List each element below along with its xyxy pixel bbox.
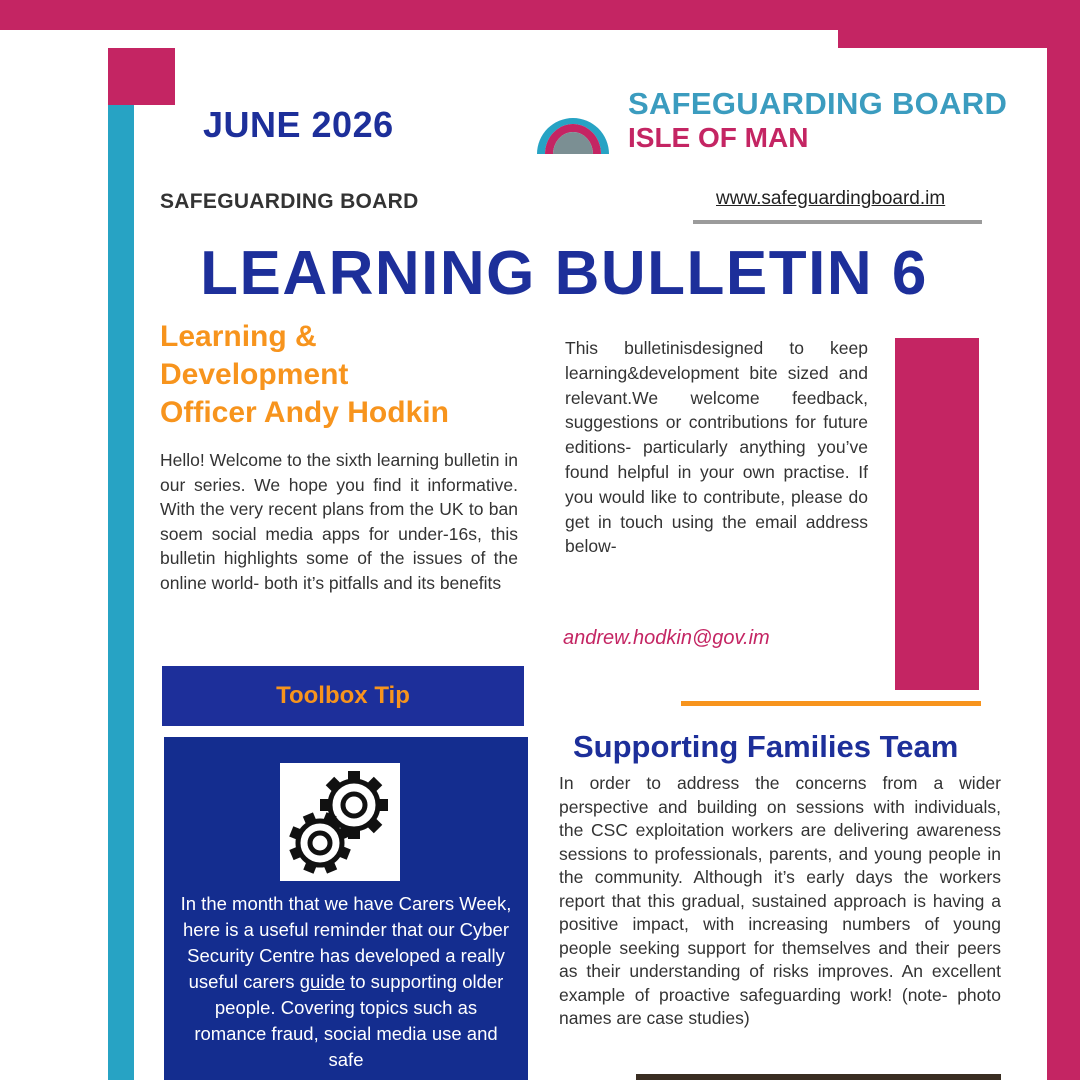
carers-guide-link[interactable]: guide (299, 971, 345, 992)
officer-heading (160, 318, 520, 432)
right-border-bar (1047, 0, 1080, 1080)
safeguarding-board-logo (533, 80, 613, 154)
intro-paragraph: Hello! Welcome to the sixth learning bulletin in our series. We hope you find it informative. With the very recent plans from the UK to ban soem social media apps for under-16s, this bulletin highlights some of the issues of the online world- both it’s pitfalls and its benefits (160, 450, 518, 593)
tip-text-part: to supporting older people. Covering topics such as romance fraud, social media use and safe (194, 971, 504, 1070)
decorative-pink-block (895, 338, 979, 690)
gears-icon (280, 763, 400, 881)
case-study-photo (636, 1074, 1001, 1080)
website-link[interactable]: www.safeguardingboard.im (716, 188, 946, 209)
toolbox-tip-panel (164, 737, 528, 1080)
toolbox-tip-text (178, 891, 514, 1073)
left-accent-bar (108, 48, 134, 1080)
toolbox-tip-title: Toolbox Tip (276, 682, 410, 709)
top-right-border-block (838, 0, 1080, 48)
org-name: SAFEGUARDING BOARD (628, 86, 1008, 121)
left-accent-block (108, 48, 175, 105)
issue-date: JUNE 2026 (203, 104, 394, 145)
org-location: ISLE OF MAN (628, 122, 809, 153)
toolbox-tip-header (162, 666, 524, 726)
kicker-text: SAFEGUARDING BOARD (160, 190, 419, 213)
officer-heading-line: Officer Andy Hodkin (160, 396, 449, 429)
tip-text-part: In the month that we have Carers Week, here is a useful reminder that our Cyber Security Centre has developed a really useful carers (180, 893, 512, 992)
section-divider-rule (681, 701, 981, 706)
officer-heading-line: Development (160, 358, 349, 391)
website-underline-rule (693, 220, 982, 224)
contact-email-link[interactable]: andrew.hodkin@gov.im (563, 627, 770, 649)
page-title: LEARNING BULLETIN 6 (200, 239, 928, 308)
officer-heading-line: Learning & (160, 320, 317, 353)
supporting-families-paragraph: In order to address the concerns from a wider perspective and building on sessions with individuals, the CSC exploitation workers are delivering awareness sessions to professionals, parents, and young people in the community. Although it’s early days the workers report that this gradual, sustained approach is having a positive impact, with increasing numbers of young people seeking support for themselves and their peers as their understanding of risks improves. An excellent example of proactive safeguarding work! (note- photo names are case studies) (559, 773, 1001, 1028)
supporting-families-heading: Supporting Families Team (573, 729, 959, 764)
feedback-paragraph: This bulletinisdesigned to keep learning&development bite sized and relevant.We welcome feedback, suggestions or contributions for future editions- particularly anything you’ve found helpful in your own practise. If you would like to contribute, please do get in touch using the email address below- (565, 338, 868, 557)
